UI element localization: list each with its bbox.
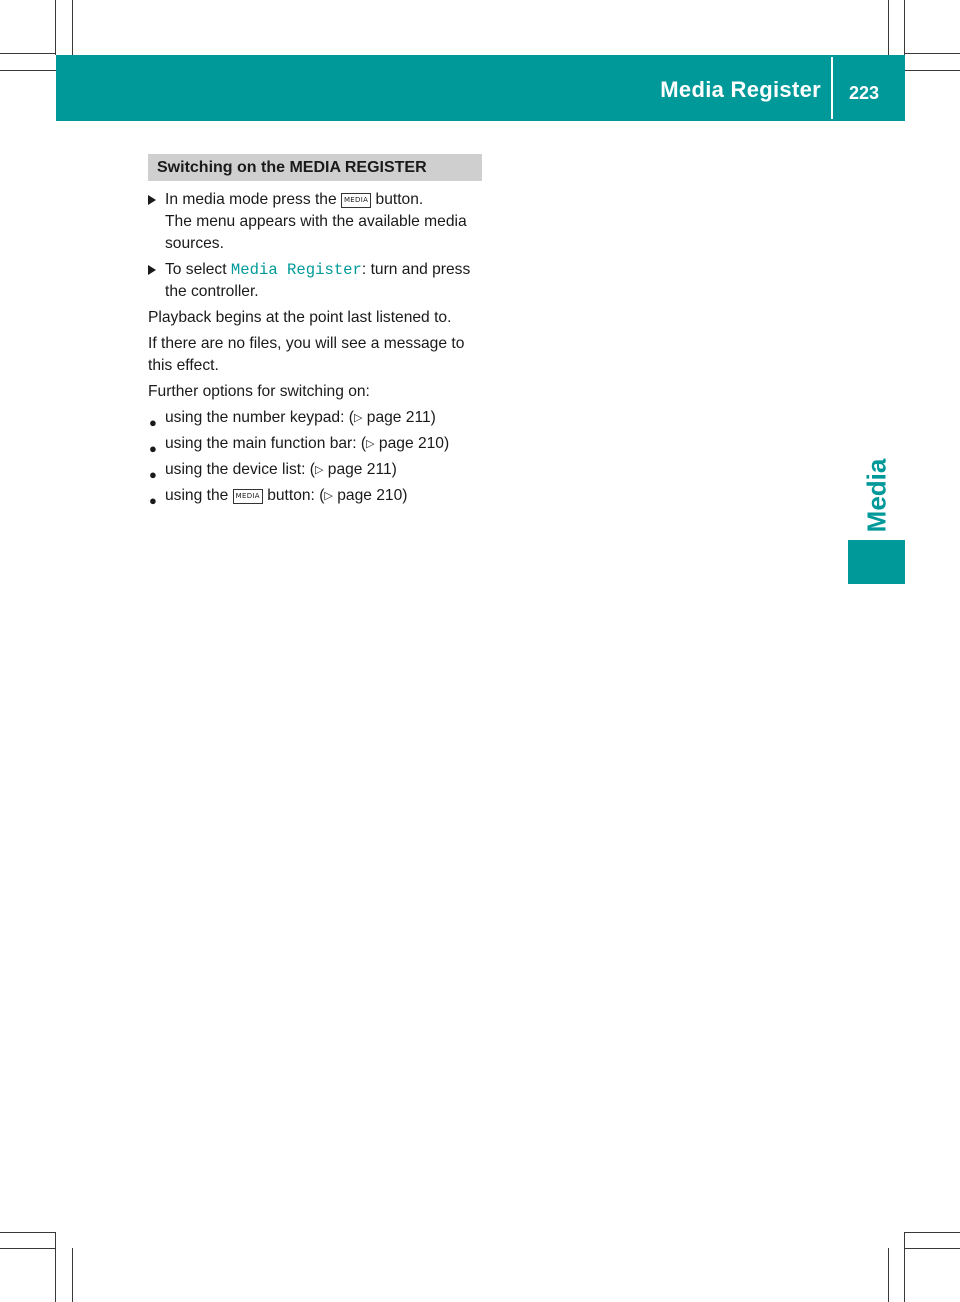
- crop-mark: [904, 0, 905, 55]
- crop-mark: [905, 1248, 960, 1249]
- chapter-label: [848, 460, 905, 530]
- crop-mark: [888, 1248, 889, 1302]
- crop-mark: [72, 1248, 73, 1302]
- bullet-icon: ●: [149, 493, 157, 508]
- crop-mark: [0, 1232, 56, 1233]
- crop-mark: [0, 70, 56, 71]
- chapter-tab: [848, 540, 905, 584]
- crop-mark: [905, 1232, 960, 1233]
- crop-mark: [55, 1232, 56, 1302]
- media-key-icon: MEDIA: [341, 193, 371, 208]
- step-arrow-icon: [148, 195, 156, 205]
- crop-mark: [905, 53, 960, 54]
- main-content: [148, 154, 482, 507]
- page-ref-icon: ▷: [353, 412, 363, 424]
- step-result: The menu appears with the available media sources.: [165, 213, 467, 252]
- list-item: ● using the number keypad: (▷ page 211): [148, 407, 482, 429]
- media-key-icon: MEDIA: [233, 489, 263, 504]
- list-item: ● using the device list: (▷ page 211): [148, 459, 482, 481]
- list-item-text: using the: [165, 487, 229, 504]
- header-divider: [831, 57, 833, 119]
- chapter-label-text: Media: [861, 458, 891, 532]
- step-text: To select: [165, 261, 227, 278]
- page-ref[interactable]: page 211: [327, 461, 392, 478]
- list-item-text: using the main function bar: (: [165, 435, 367, 452]
- page-ref[interactable]: page 210: [378, 435, 444, 452]
- instruction-step: [148, 259, 482, 303]
- page-ref[interactable]: page 210: [337, 487, 403, 504]
- paragraph: Playback begins at the point last listened to.: [148, 309, 452, 326]
- crop-mark: [72, 0, 73, 55]
- crop-mark: [888, 0, 889, 55]
- step-text: button.: [375, 191, 424, 208]
- page-ref-icon: ▷: [324, 490, 333, 502]
- page-ref-icon: ▷: [314, 464, 324, 476]
- step-arrow-icon: [148, 265, 156, 275]
- display-text: Media Register: [230, 261, 362, 279]
- section-heading: Switching on the MEDIA REGISTER: [148, 154, 482, 181]
- page-header: [56, 55, 905, 121]
- step-text: In media mode press the: [165, 191, 337, 208]
- list-item-text: using the number keypad: (: [165, 409, 354, 426]
- crop-mark: [904, 1232, 905, 1302]
- page-ref[interactable]: page 211: [366, 409, 431, 426]
- page-ref-icon: ▷: [366, 438, 375, 450]
- crop-mark: [55, 0, 56, 55]
- step-text: : turn and press the controller.: [165, 261, 471, 300]
- crop-mark: [0, 53, 56, 54]
- bullet-icon: ●: [149, 415, 157, 430]
- list-item-text: using the device list: (: [165, 461, 315, 478]
- list-item-text: button: (: [267, 487, 325, 504]
- paragraph: If there are no files, you will see a message to this effect.: [148, 335, 465, 374]
- bullet-icon: ●: [149, 467, 157, 482]
- section-title: Media Register: [660, 77, 821, 102]
- list-item: ● using the MEDIA button: (▷ page 210): [148, 485, 482, 507]
- bullet-icon: ●: [149, 441, 157, 456]
- paragraph: Further options for switching on:: [148, 383, 370, 400]
- list-item: ● using the main function bar: (▷ page 210): [148, 433, 482, 455]
- crop-mark: [905, 70, 960, 71]
- instruction-step: [148, 189, 482, 255]
- page-number: 223: [848, 83, 879, 103]
- crop-mark: [0, 1248, 56, 1249]
